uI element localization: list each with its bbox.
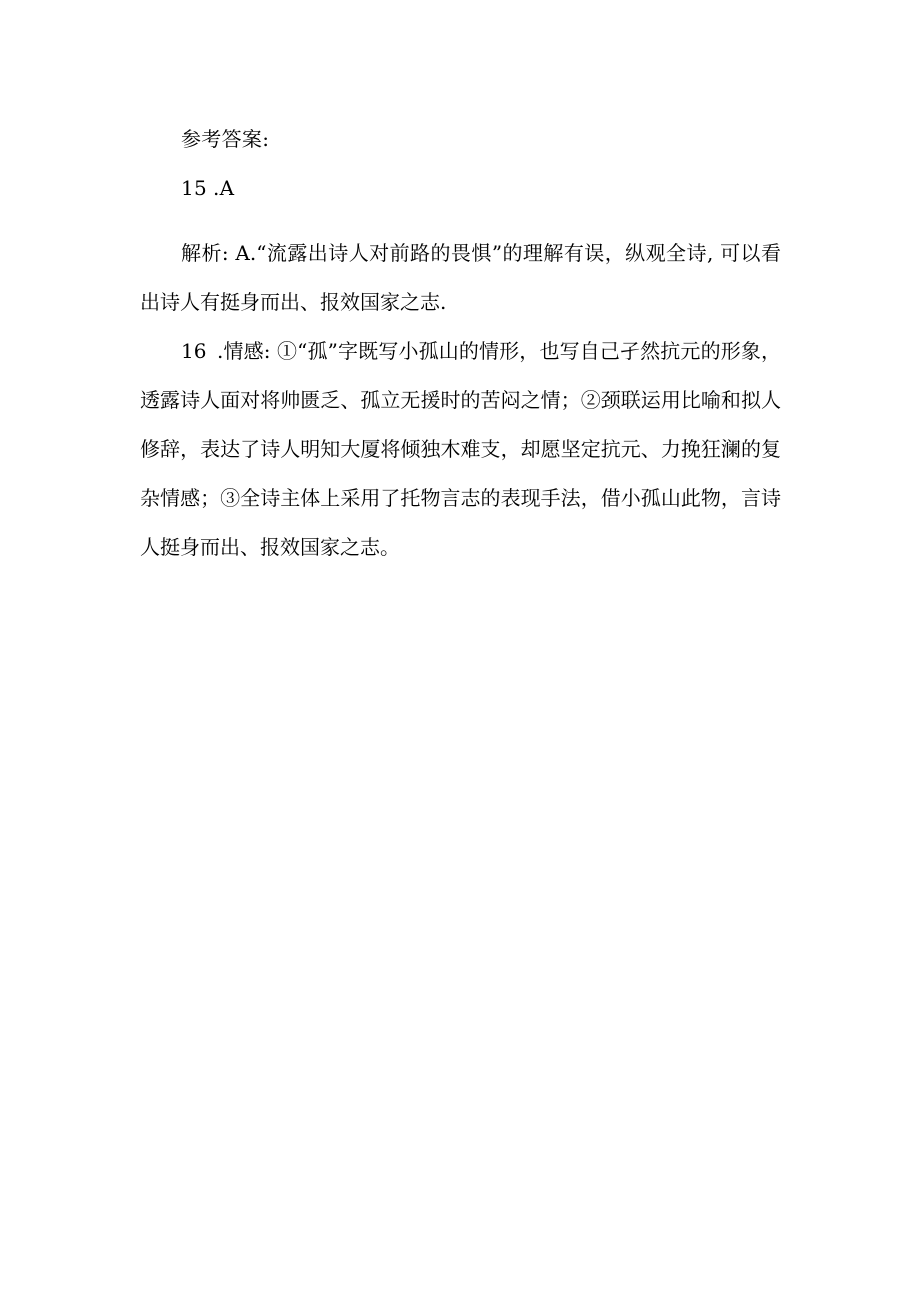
question-16-line-2: 透露诗人面对将帅匮乏、孤立无援时的苦闷之情；②颈联运用比喻和拟人 xyxy=(140,388,781,412)
question-16-line-5: 人挺身而出、报效国家之志。 xyxy=(140,535,400,559)
question-16-line-1-text: .情感: ①“孤”字既写小孤山的情形，也写自己孑然抗元的形象， xyxy=(217,339,781,363)
question-16-number: 16 xyxy=(181,339,207,363)
question-15-choice: .A xyxy=(213,176,235,200)
question-15-number: 15 xyxy=(181,176,208,200)
question-16-line-3: 修辞，表达了诗人明知大厦将倾独木难支，却愿坚定抗元、力挽狂澜的复 xyxy=(140,437,781,461)
question-15-analysis-line-1: 解析: A.“流露出诗人对前路的畏惧”的理解有误，纵观全诗, 可以看 xyxy=(181,241,781,265)
question-16-line-4: 杂情感；③全诗主体上采用了托物言志的表现手法，借小孤山此物，言诗 xyxy=(140,486,781,510)
answer-heading: 参考答案: xyxy=(181,127,270,151)
question-15-answer xyxy=(181,176,234,200)
question-16-line-1 xyxy=(181,339,781,363)
question-15-analysis-line-2: 出诗人有挺身而出、报效国家之志. xyxy=(140,290,447,314)
